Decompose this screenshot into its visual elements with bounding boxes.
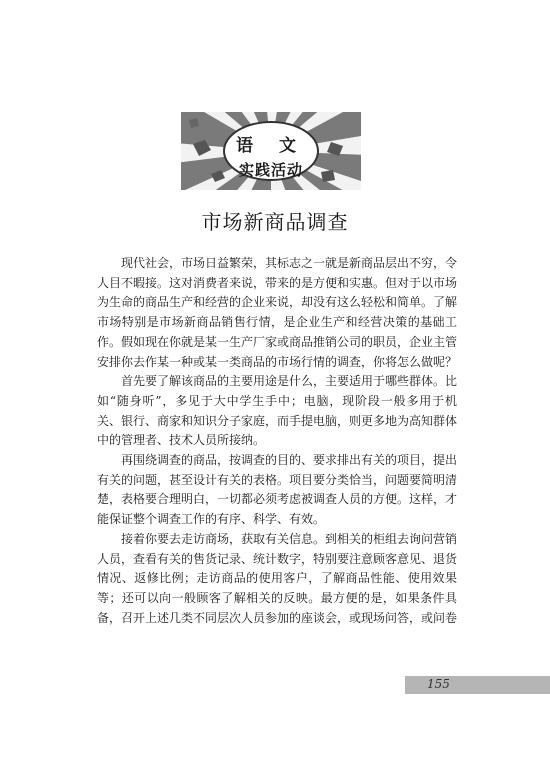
paragraph: 再围绕调查的商品，按调查的目的、要求排出有关的项目，提出有关的问题，甚至设计有关的表格。项目要分类恰当，问题要简明清楚，表格要合理明白，一切都必须考虑被调查人员的方便。这样，才能保证整个调查工作的有序、科学、有效。 <box>97 453 458 527</box>
paragraph: 接着你要去走访商场，获取有关信息。到相关的柜组去询问营销人员，查看有关的售货记录、统计数字，特别要注意顾客意见、退货情况、返修比例；走访商品的使用客户，了解商品性能、使用效果等；还可以向一般顾客了解相关的反映。最方便的是，如果条件具备，召开上述几类不同层次人员参加的座谈会，或现场问答，或问卷 <box>97 531 458 625</box>
page-title: 市场新商品调查 <box>201 210 349 234</box>
page-footer-bar <box>405 676 550 694</box>
activity-banner <box>181 112 361 190</box>
pebble-decoration <box>321 170 335 182</box>
banner-activity: 实践活动 <box>238 161 303 179</box>
banner-subject: 语 文 <box>236 136 306 156</box>
paragraph: 现代社会，市场日益繁荣，其标志之一就是新商品层出不穷，令人目不暇接。这对消费者来说，带来的是方便和实惠。但对于以市场为生命的商品生产和经营的企业来说，却没有这么轻松和简单。了解市场特别是市场新商品销售行情，是企业生产和经营决策的基础工作。假如现在你就是某一生产厂家或商品推销公司的职员，企业主管安排你去作某一种或某一类商品的市场行情的调查，你将怎么做呢？ <box>97 256 458 369</box>
paragraph: 首先要了解该商品的主要用途是什么，主要适用于哪些群体。比如“随身听”，多见于大中学生手中；电脑，现阶段一般多用于机关、银行、商家和知识分子家庭，而手提电脑，则更多地为高知群体中的管理者、技术人员所接纳。 <box>97 374 458 448</box>
body-text <box>97 254 457 628</box>
banner-badge <box>223 121 319 181</box>
page-number: 155 <box>427 677 450 691</box>
